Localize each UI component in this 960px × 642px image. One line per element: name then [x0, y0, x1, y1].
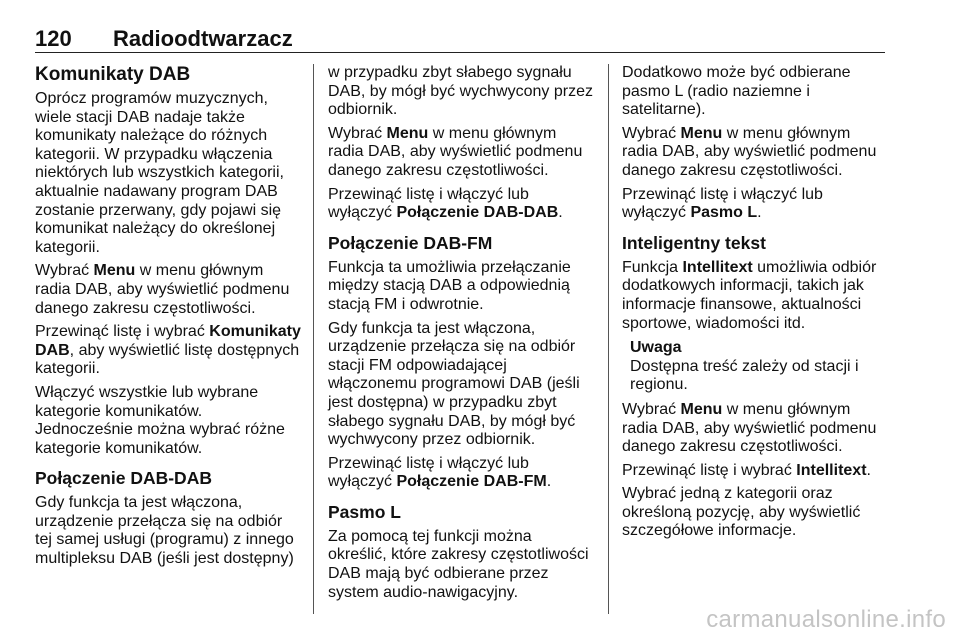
- menu-term: Pasmo L: [690, 204, 758, 222]
- paragraph: Przewinąć listę i włączyć lub wyłączyć Pasmo L.: [622, 185, 823, 222]
- menu-term: Intellitext: [796, 461, 867, 479]
- paragraph: Wybrać Menu w menu głównym radia DAB, aby wyświetlić podmenu danego zakresu częstotliwości.: [622, 400, 877, 456]
- column-1: [35, 64, 301, 574]
- paragraph: Funkcja ta umożliwia przełączanie między stacją DAB a odpowiednią stacją FM i odwrotnie.: [328, 258, 571, 313]
- paragraph: Wybrać Menu w menu głównym radia DAB, aby wyświetlić podmenu danego zakresu częstotliwości.: [622, 124, 877, 179]
- paragraph: Jednocześnie można wybrać różne kategorie komunikatów.: [35, 421, 285, 457]
- menu-term: Połączenie DAB-FM: [396, 473, 547, 491]
- paragraph: Oprócz programów muzycznych, wiele stacji DAB nadaje także komunikaty należące do różnych kategorii. W przypadku włączenia niektórych lub wszystkich kategorii, aktualnie nadawany program DAB zostanie przerwany, gdy pojawi się komunikat należący do określonej kategorii.: [35, 90, 284, 256]
- section-title: Komunikaty DAB: [35, 64, 191, 85]
- menu-term: Komunikaty DAB: [35, 323, 301, 359]
- paragraph: w przypadku zbyt słabego sygnału DAB, by mógł być wychwycony przez odbiornik.: [328, 64, 593, 119]
- menu-term: Połączenie DAB-DAB: [396, 204, 559, 222]
- menu-term: Menu: [386, 124, 429, 142]
- page-number: 120: [35, 26, 72, 51]
- note-title: Uwaga: [630, 339, 682, 357]
- paragraph: Dodatkowo może być odbierane pasmo L (radio naziemne i satelitarne).: [622, 64, 851, 119]
- menu-term: Menu: [93, 262, 136, 280]
- menu-term: Menu: [680, 400, 723, 418]
- column-3: [622, 64, 888, 546]
- subsection-heading: Połączenie DAB-FM: [328, 232, 493, 253]
- column-divider: [608, 64, 609, 614]
- subsection-heading: Inteligentny tekst: [622, 232, 766, 253]
- paragraph: Za pomocą tej funkcji można określić, które zakresy częstotliwości DAB mają być odbierane przez system audio-nawigacyjny.: [328, 527, 589, 601]
- paragraph: Wybrać jedną z kategorii oraz określoną pozycję, aby wyświetlić szczegółowe informacje.: [622, 485, 861, 540]
- paragraph: Przewinąć listę i włączyć lub wyłączyć Połączenie DAB-DAB.: [328, 185, 563, 222]
- paragraph: Włączyć wszystkie lub wybrane kategorie komunikatów.: [35, 383, 259, 420]
- paragraph: Przewinąć listę i włączyć lub wyłączyć Połączenie DAB-FM.: [328, 454, 552, 491]
- column-2: [328, 64, 594, 607]
- watermark: carmanualsonline.info: [706, 606, 946, 633]
- subsection-heading: Pasmo L: [328, 501, 401, 522]
- note-text: Dostępna treść zależy od stacji i regionu.: [630, 357, 859, 394]
- column-divider: [313, 64, 314, 614]
- menu-term: Menu: [680, 124, 723, 142]
- paragraph: Przewinąć listę i wybrać Intellitext.: [622, 461, 871, 479]
- note-box: [630, 339, 888, 395]
- page-header: [35, 26, 885, 53]
- paragraph: Wybrać Menu w menu głównym radia DAB, aby wyświetlić podmenu danego zakresu częstotliwości.: [328, 124, 583, 179]
- paragraph: Przewinąć listę i wybrać Komunikaty DAB, aby wyświetlić listę dostępnych kategorii.: [35, 323, 301, 378]
- paragraph: Gdy funkcja ta jest włączona, urządzenie przełącza się na odbiór tej samej usługi (programu) z innego multipleksu DAB (jeśli jest dostępny): [35, 494, 294, 568]
- paragraph: Wybrać Menu w menu głównym radia DAB, aby wyświetlić podmenu danego zakresu częstotliwości.: [35, 262, 290, 317]
- menu-term: Intellitext: [682, 258, 753, 276]
- paragraph: Funkcja Intellitext umożliwia odbiór dodatkowych informacji, takich jak informacje finansowe, aktualności sportowe, wiadomości itd.: [622, 258, 877, 332]
- subsection-heading: Połączenie DAB-DAB: [35, 468, 212, 489]
- paragraph: Gdy funkcja ta jest włączona, urządzenie przełącza się na odbiór stacji FM odpowiadającej włączonemu programowi DAB (jeśli jest dostępna) w przypadku zbyt słabego sygnału DAB, by mógł być wychwycony przez odbiornik.: [328, 319, 580, 449]
- chapter-title: Radioodtwarzacz: [113, 26, 293, 51]
